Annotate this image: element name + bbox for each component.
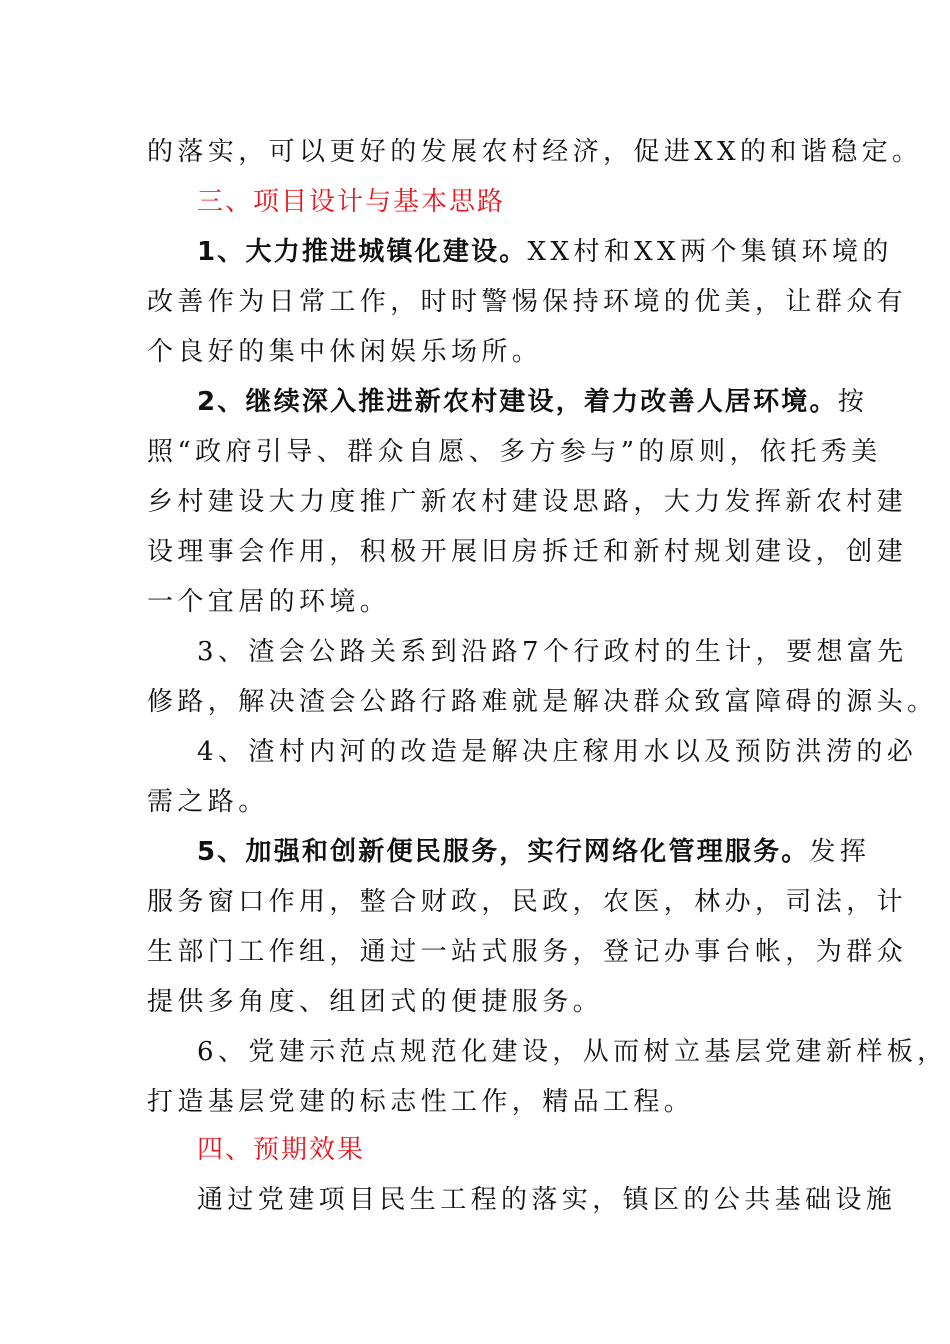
paragraph-line: 的落实，可以更好的发展农村经济，促进XX的和谐稳定。 (147, 137, 923, 167)
item-3-line-2: 修路，解决渣会公路行路难就是解决群众致富障碍的源头。 (147, 687, 938, 717)
item-2-line-2: 照“政府引导、群众自愿、多方参与”的原则，依托秀美 (147, 437, 882, 467)
item-5-text: 发挥 (809, 837, 871, 867)
item-5-line-4: 提供多角度、组团式的便捷服务。 (147, 987, 604, 1017)
item-2-line-4: 设理事会作用，积极开展旧房拆迁和新村规划建设，创建 (147, 537, 908, 567)
item-5-line-2: 服务窗口作用，整合财政，民政，农医，林办，司法，计 (147, 887, 908, 917)
item-6-line-2: 打造基层党建的标志性工作，精品工程。 (147, 1087, 695, 1117)
item-5-line-3: 生部门工作组，通过一站式服务，登记办事台帐，为群众 (147, 937, 908, 967)
item-1-line-3: 个良好的集中休闲娱乐场所。 (147, 337, 543, 367)
item-5-line-1 (197, 835, 871, 869)
item-2-title: 2、继续深入推进新农村建设，着力改善人居环境。 (197, 387, 838, 417)
item-1-line-2: 改善作为日常工作，时时警惕保持环境的优美，让群众有 (147, 287, 908, 317)
section-heading-4: 四、预期效果 (197, 1135, 366, 1165)
paragraph-line: 通过党建项目民生工程的落实，镇区的公共基础设施 (197, 1185, 897, 1215)
item-1-text: XX村和XX两个集镇环境的 (527, 237, 893, 267)
item-2-line-3: 乡村建设大力度推广新农村建设思路，大力发挥新农村建 (147, 487, 908, 517)
item-5-title: 5、加强和创新便民服务，实行网络化管理服务。 (197, 837, 810, 867)
item-3-line-1: 3、渣会公路关系到沿路7个行政村的生计，要想富先 (197, 637, 908, 667)
item-4-line-2: 需之路。 (147, 787, 269, 817)
item-4-line-1: 4、渣村内河的改造是解决庄稼用水以及预防洪涝的必 (197, 737, 918, 767)
section-heading-3: 三、项目设计与基本思路 (197, 187, 506, 217)
item-2-line-5: 一个宜居的环境。 (147, 587, 391, 617)
item-2-line-1 (197, 385, 869, 419)
item-2-text: 按 (837, 387, 869, 417)
item-1-line-1 (197, 235, 893, 269)
item-6-line-1: 6、党建示范点规范化建设，从而树立基层党建新样板， (197, 1037, 948, 1067)
item-1-title: 1、大力推进城镇化建设。 (197, 237, 528, 267)
